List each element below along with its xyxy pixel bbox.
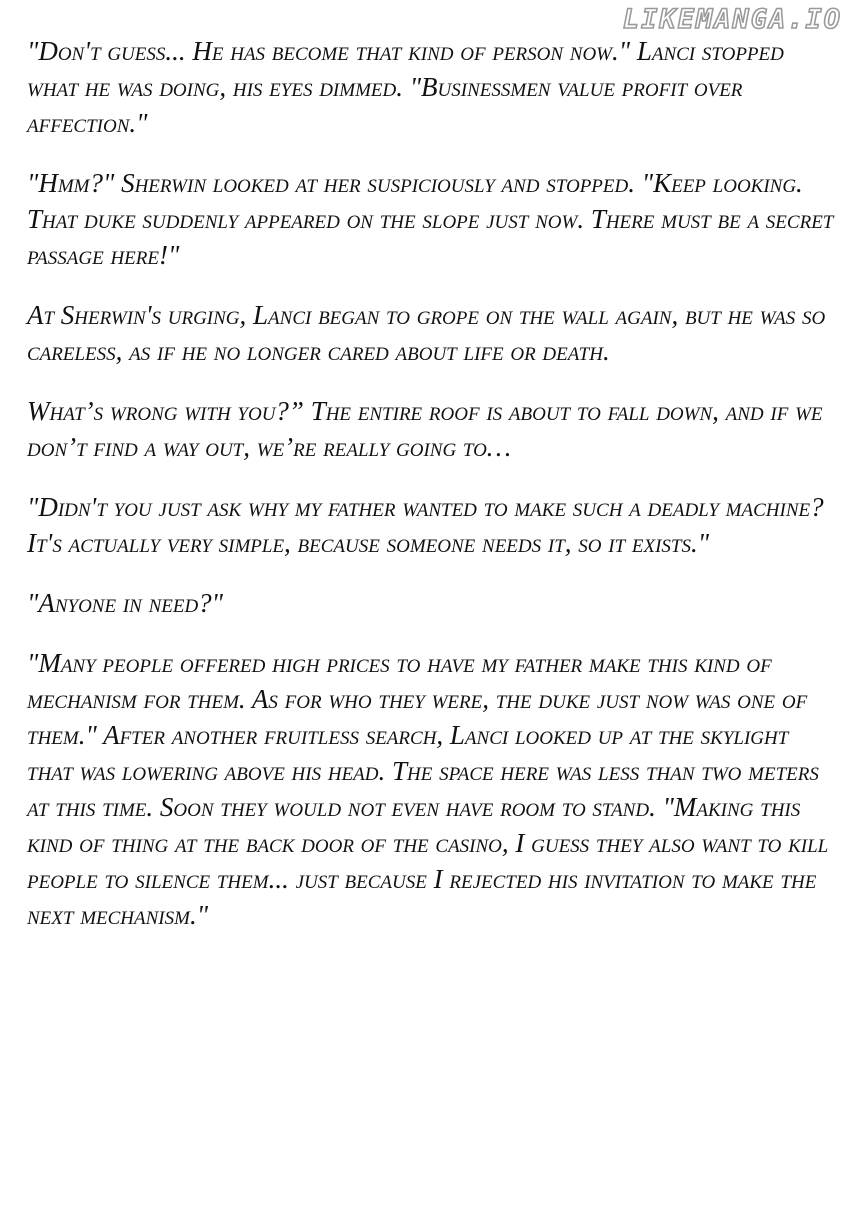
paragraph-5: "Didn't you just ask why my father wanted to make such a deadly machine? It's actually very simple, because someone needs it, so it exists." bbox=[27, 492, 824, 558]
story-text bbox=[27, 33, 837, 933]
site-watermark: LIKEMANGA.IO bbox=[622, 4, 842, 35]
paragraph-7: "Many people offered high prices to have my father make this kind of mechanism for them. As for who they were, the duke just now was one of them." After another fruitless search, Lanci looked up at the skylight that was lowering above his head. The space here was less than two meters at this time. Soon they would not even have room to stand. "Making this kind of thing at the back door of the casino, I guess they also want to kill people to silence them... just because I rejected his invitation to make the next mechanism." bbox=[27, 648, 829, 930]
paragraph-1: "Don't guess... He has become that kind of person now." Lanci stopped what he was doing, his eyes dimmed. "Businessmen value profit over affection." bbox=[27, 36, 784, 138]
paragraph-3: At Sherwin's urging, Lanci began to grope on the wall again, but he was so careless, as if he no longer cared about life or death. bbox=[27, 300, 826, 366]
paragraph-2: "Hmm?" Sherwin looked at her suspiciously and stopped. "Keep looking. That duke suddenly appeared on the slope just now. There must be a secret passage here!" bbox=[27, 168, 834, 270]
paragraph-4: What’s wrong with you?” The entire roof is about to fall down, and if we don’t find a way out, we’re really going to… bbox=[27, 396, 823, 462]
paragraph-6: "Anyone in need?" bbox=[27, 588, 224, 618]
